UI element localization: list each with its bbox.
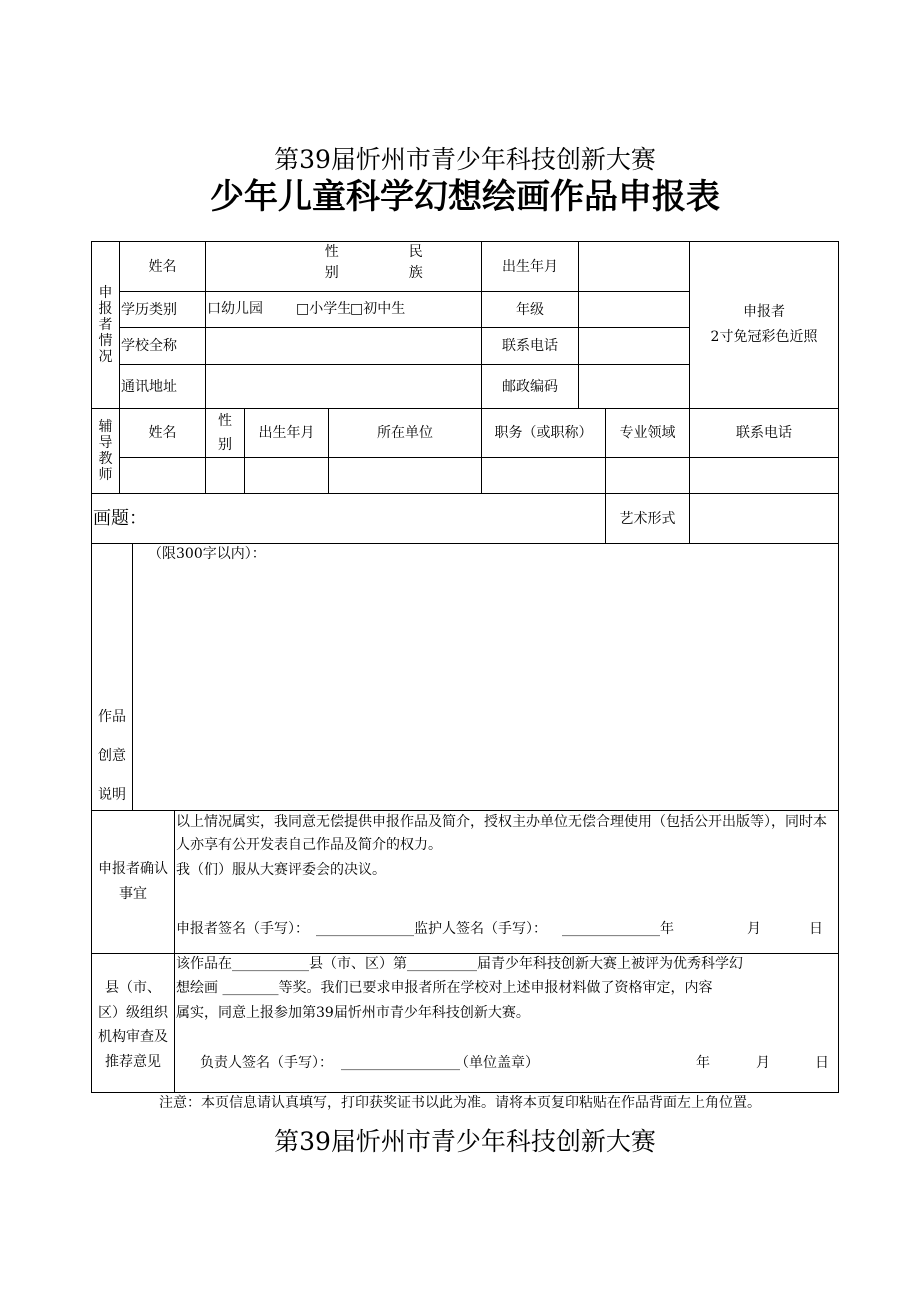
confirmation-line-3: 我（们）服从大赛评委会的决议。 [176, 862, 386, 878]
teacher-section-label [91, 408, 120, 494]
education-options [205, 291, 482, 328]
option-kindergarten-checkbox[interactable]: 口幼儿园 [207, 301, 263, 317]
confirmation-label [91, 810, 175, 954]
applicant-postal-label-text: 邮政编码 [502, 378, 558, 395]
teacher-header-unit-text: 所在单位 [377, 425, 433, 441]
applicant-education-label [119, 291, 206, 328]
photo-hint: 2寸免冠彩色近照 [710, 329, 818, 345]
applicant-birth-label-text: 出生年月 [502, 258, 558, 275]
applicant-postal-label [481, 364, 579, 409]
applicant-photo-area[interactable] [689, 241, 839, 409]
county-year-label: 年 [696, 1055, 710, 1071]
teacher-section-label-text: 辅导教师 [98, 419, 113, 483]
teacher-header-unit [328, 408, 482, 458]
teacher-gender-field[interactable] [205, 457, 245, 494]
applicant-school-label-text: 学校全称 [121, 338, 177, 354]
teacher-header-name [119, 408, 206, 458]
county-review-label-line-3: 机构审查及 [98, 1029, 168, 1045]
artwork-title-label: 画题： [93, 507, 147, 529]
teacher-header-phone-text: 联系电话 [736, 425, 792, 441]
teacher-header-phone [689, 408, 839, 458]
art-form-label [605, 493, 690, 544]
confirmation-year-label: 年 [660, 921, 674, 937]
teacher-header-gender [205, 408, 245, 458]
description-hint: （限300字以内）： [148, 546, 266, 562]
gender-label: 性别 [324, 244, 339, 281]
document-title: 第39届忻州市青少年科技创新大赛 [274, 145, 656, 174]
county-review-label-line-2: 区）级组织 [98, 1004, 168, 1021]
teacher-header-birth [244, 408, 329, 458]
county-review-line-1: 该作品在___________县（市、区）第__________届青少年科技创新大赛上被评为优秀科学幻 [176, 956, 743, 972]
teacher-header-gender-text: 性别 [217, 413, 232, 453]
option-junior-high-checkbox[interactable]: □初中生 [350, 301, 406, 317]
applicant-address-label [119, 364, 206, 409]
applicant-birth-label [481, 241, 579, 292]
artwork-title-field[interactable] [91, 493, 606, 544]
description-label-line-2: 创意 [98, 748, 126, 764]
county-review-label-line-4: 推荐意见 [105, 1053, 161, 1070]
teacher-header-birth-text: 出生年月 [258, 425, 315, 441]
applicant-postal-field[interactable] [578, 364, 690, 409]
confirmation-line-2: 人亦享有公开发表自己作品及简介的权力。 [176, 837, 442, 853]
teacher-header-position [481, 408, 606, 458]
applicant-phone-label-text: 联系电话 [502, 338, 558, 354]
county-review-label [91, 953, 175, 1093]
applicant-school-field[interactable] [205, 327, 482, 365]
description-label-lines [92, 698, 132, 815]
applicant-name-label-text: 姓名 [148, 258, 177, 275]
applicant-phone-label [481, 327, 579, 365]
applicant-name-gender-ethnicity-field[interactable] [205, 241, 482, 292]
responsible-sign-field[interactable]: _________________ [341, 1055, 460, 1071]
guardian-sign-field[interactable]: ______________ [562, 921, 660, 937]
description-label-line-1: 作品 [98, 709, 126, 725]
applicant-section-label [91, 241, 120, 409]
teacher-header-specialty [605, 408, 690, 458]
teacher-birth-field[interactable] [244, 457, 329, 494]
option-primary-school-checkbox[interactable]: □小学生 [296, 301, 352, 317]
applicant-address-label-text: 通讯地址 [121, 378, 177, 395]
applicant-address-field[interactable] [205, 364, 482, 409]
teacher-position-field[interactable] [481, 457, 606, 494]
document-subtitle: 少年儿童科学幻想绘画作品申报表 [210, 177, 720, 217]
applicant-sign-field[interactable]: ______________ [316, 921, 414, 937]
applicant-birth-field[interactable] [578, 241, 690, 292]
confirmation-label-line-2: 事宜 [119, 886, 147, 902]
confirmation-line-1: 以上情况属实，我同意无偿提供申报作品及简介，授权主办单位无偿合理使用（包括公开出版等），同时本 [176, 814, 827, 830]
county-review-line-2: 想绘画 ________等奖。我们已要求申报者所在学校对上述申报材料做了资格审定，内容 [176, 980, 713, 996]
applicant-school-label [119, 327, 206, 365]
guardian-sign-label: 监护人签名（手写）： [414, 921, 547, 937]
confirmation-day-label: 日 [809, 921, 823, 937]
teacher-specialty-field[interactable] [605, 457, 690, 494]
county-day-label: 日 [815, 1055, 829, 1071]
teacher-header-name-text: 姓名 [148, 425, 177, 441]
teacher-unit-field[interactable] [328, 457, 482, 494]
footer-note: 注意：本页信息请认真填写，打印获奖证书以此为准。请将本页复印粘贴在作品背面左上角位置。 [159, 1095, 761, 1111]
applicant-grade-label [481, 291, 579, 328]
county-review-line-3: 属实，同意上报参加第39届忻州市青少年科技创新大赛。 [176, 1005, 530, 1021]
description-label-line-3: 说明 [98, 787, 126, 803]
applicant-phone-field[interactable] [578, 327, 690, 365]
confirmation-content [174, 810, 839, 954]
description-content-field[interactable] [132, 543, 839, 811]
applicant-name-label [119, 241, 206, 292]
applicant-grade-field[interactable] [578, 291, 690, 328]
teacher-header-position-text: 职务（或职称） [494, 425, 593, 441]
footer-title: 第39届忻州市青少年科技创新大赛 [274, 1127, 656, 1156]
photo-label: 申报者 [743, 304, 785, 320]
description-label [91, 543, 133, 811]
county-month-label: 月 [756, 1055, 770, 1071]
county-review-label-line-1: 县（市、 [105, 980, 161, 996]
confirmation-month-label: 月 [747, 921, 761, 937]
art-form-label-text: 艺术形式 [619, 510, 676, 527]
teacher-header-specialty-text: 专业领域 [619, 425, 676, 441]
applicant-sign-label: 申报者签名（手写）： [176, 921, 309, 937]
county-review-content [174, 953, 839, 1093]
ethnicity-label: 民族 [408, 244, 423, 281]
unit-seal-label: （单位盖章） [455, 1055, 539, 1071]
confirmation-label-line-1: 申报者确认 [98, 861, 168, 877]
teacher-name-field[interactable] [119, 457, 206, 494]
art-form-field[interactable] [689, 493, 839, 544]
applicant-grade-label-text: 年级 [516, 301, 544, 318]
responsible-sign-label: 负责人签名（手写）： [200, 1055, 333, 1071]
teacher-phone-field[interactable] [689, 457, 839, 494]
applicant-education-label-text: 学历类别 [121, 301, 177, 318]
applicant-section-label-text: 申报者情况 [98, 285, 113, 365]
